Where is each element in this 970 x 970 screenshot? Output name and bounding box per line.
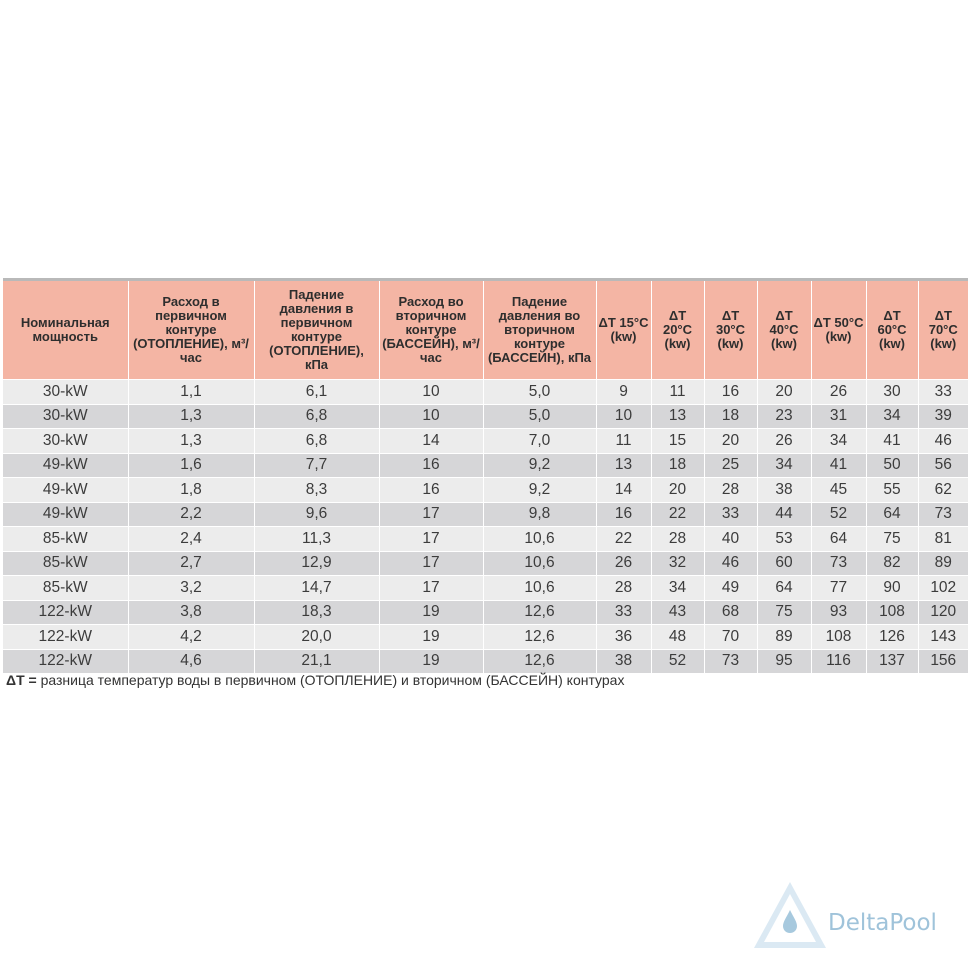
header-secondary-flow: Расход во вторичном контуре (БАССЕЙН), м³/час bbox=[379, 281, 483, 380]
header-dt-40: ΔT 40°C (kw) bbox=[757, 281, 811, 380]
table-cell: 41 bbox=[866, 429, 918, 454]
table-cell: 7,0 bbox=[483, 429, 596, 454]
table-cell: 85-kW bbox=[3, 576, 128, 601]
table-cell: 7,7 bbox=[254, 453, 379, 478]
table-cell: 55 bbox=[866, 478, 918, 503]
table-cell: 9 bbox=[596, 380, 651, 405]
table-cell: 26 bbox=[596, 551, 651, 576]
header-primary-pressure-drop: Падение давления в первичном контуре (ОТОПЛЕНИЕ), кПа bbox=[254, 281, 379, 380]
table-cell: 9,8 bbox=[483, 502, 596, 527]
header-dt-20: ΔT 20°C (kw) bbox=[651, 281, 704, 380]
table-cell: 39 bbox=[918, 404, 968, 429]
table-cell: 81 bbox=[918, 527, 968, 552]
table-cell: 34 bbox=[757, 453, 811, 478]
table-cell: 11 bbox=[596, 429, 651, 454]
table-cell: 9,2 bbox=[483, 478, 596, 503]
table-cell: 16 bbox=[704, 380, 757, 405]
header-dt-50: ΔT 50°C (kw) bbox=[811, 281, 866, 380]
table-cell: 89 bbox=[918, 551, 968, 576]
table-cell: 2,7 bbox=[128, 551, 254, 576]
table-row bbox=[3, 478, 968, 503]
table-cell: 12,9 bbox=[254, 551, 379, 576]
table-cell: 3,2 bbox=[128, 576, 254, 601]
table-cell: 75 bbox=[757, 600, 811, 625]
table-cell: 2,4 bbox=[128, 527, 254, 552]
table-cell: 22 bbox=[596, 527, 651, 552]
table-cell: 10,6 bbox=[483, 527, 596, 552]
table-cell: 108 bbox=[866, 600, 918, 625]
table-cell: 56 bbox=[918, 453, 968, 478]
table-cell: 1,8 bbox=[128, 478, 254, 503]
table-cell: 33 bbox=[704, 502, 757, 527]
table-cell: 9,2 bbox=[483, 453, 596, 478]
spec-table-container bbox=[3, 278, 968, 673]
table-cell: 4,2 bbox=[128, 625, 254, 650]
delta-t-footnote bbox=[6, 672, 624, 688]
table-cell: 17 bbox=[379, 551, 483, 576]
table-cell: 6,8 bbox=[254, 429, 379, 454]
table-cell: 32 bbox=[651, 551, 704, 576]
table-cell: 14 bbox=[379, 429, 483, 454]
table-cell: 15 bbox=[651, 429, 704, 454]
table-cell: 10 bbox=[379, 404, 483, 429]
table-cell: 1,1 bbox=[128, 380, 254, 405]
table-cell: 75 bbox=[866, 527, 918, 552]
footnote-text: разница температур воды в первичном (ОТОПЛЕНИЕ) и вторичном (БАССЕЙН) контурах bbox=[36, 672, 625, 688]
table-cell: 34 bbox=[866, 404, 918, 429]
table-cell: 137 bbox=[866, 649, 918, 673]
table-cell: 6,8 bbox=[254, 404, 379, 429]
table-cell: 73 bbox=[918, 502, 968, 527]
table-cell: 1,3 bbox=[128, 404, 254, 429]
table-cell: 19 bbox=[379, 649, 483, 673]
table-cell: 82 bbox=[866, 551, 918, 576]
table-cell: 70 bbox=[704, 625, 757, 650]
table-row bbox=[3, 527, 968, 552]
table-cell: 1,6 bbox=[128, 453, 254, 478]
table-cell: 28 bbox=[651, 527, 704, 552]
table-cell: 6,1 bbox=[254, 380, 379, 405]
table-cell: 11,3 bbox=[254, 527, 379, 552]
spec-table bbox=[3, 281, 968, 673]
table-cell: 16 bbox=[379, 478, 483, 503]
table-cell: 45 bbox=[811, 478, 866, 503]
table-cell: 19 bbox=[379, 625, 483, 650]
table-cell: 143 bbox=[918, 625, 968, 650]
table-cell: 12,6 bbox=[483, 600, 596, 625]
table-cell: 49-kW bbox=[3, 502, 128, 527]
table-cell: 19 bbox=[379, 600, 483, 625]
table-header-row bbox=[3, 281, 968, 380]
header-dt-30: ΔT 30°C (kw) bbox=[704, 281, 757, 380]
table-cell: 25 bbox=[704, 453, 757, 478]
table-cell: 64 bbox=[757, 576, 811, 601]
table-cell: 16 bbox=[596, 502, 651, 527]
table-cell: 46 bbox=[918, 429, 968, 454]
table-cell: 68 bbox=[704, 600, 757, 625]
table-cell: 31 bbox=[811, 404, 866, 429]
table-cell: 126 bbox=[866, 625, 918, 650]
table-row bbox=[3, 551, 968, 576]
table-cell: 64 bbox=[866, 502, 918, 527]
header-nominal-power: Номинальная мощность bbox=[3, 281, 128, 380]
table-cell: 64 bbox=[811, 527, 866, 552]
table-cell: 17 bbox=[379, 576, 483, 601]
table-cell: 30-kW bbox=[3, 404, 128, 429]
table-cell: 49-kW bbox=[3, 478, 128, 503]
table-cell: 18 bbox=[651, 453, 704, 478]
table-cell: 73 bbox=[704, 649, 757, 673]
table-cell: 52 bbox=[651, 649, 704, 673]
table-cell: 10,6 bbox=[483, 551, 596, 576]
table-cell: 122-kW bbox=[3, 625, 128, 650]
table-cell: 2,2 bbox=[128, 502, 254, 527]
table-cell: 13 bbox=[596, 453, 651, 478]
table-cell: 18,3 bbox=[254, 600, 379, 625]
table-cell: 8,3 bbox=[254, 478, 379, 503]
header-secondary-pressure-drop: Падение давления во вторичном контуре (БАССЕЙН), кПа bbox=[483, 281, 596, 380]
table-cell: 14 bbox=[596, 478, 651, 503]
table-cell: 12,6 bbox=[483, 649, 596, 673]
table-row bbox=[3, 404, 968, 429]
table-cell: 16 bbox=[379, 453, 483, 478]
table-cell: 30-kW bbox=[3, 429, 128, 454]
table-cell: 49-kW bbox=[3, 453, 128, 478]
table-cell: 28 bbox=[704, 478, 757, 503]
table-cell: 26 bbox=[757, 429, 811, 454]
table-cell: 116 bbox=[811, 649, 866, 673]
header-primary-flow: Расход в первичном контуре (ОТОПЛЕНИЕ), м³/час bbox=[128, 281, 254, 380]
table-cell: 22 bbox=[651, 502, 704, 527]
table-cell: 1,3 bbox=[128, 429, 254, 454]
table-cell: 50 bbox=[866, 453, 918, 478]
table-cell: 17 bbox=[379, 527, 483, 552]
table-row bbox=[3, 625, 968, 650]
table-cell: 20 bbox=[704, 429, 757, 454]
table-cell: 102 bbox=[918, 576, 968, 601]
table-cell: 34 bbox=[811, 429, 866, 454]
table-cell: 53 bbox=[757, 527, 811, 552]
table-cell: 36 bbox=[596, 625, 651, 650]
table-row bbox=[3, 600, 968, 625]
table-cell: 48 bbox=[651, 625, 704, 650]
table-cell: 20,0 bbox=[254, 625, 379, 650]
table-row bbox=[3, 453, 968, 478]
table-cell: 5,0 bbox=[483, 380, 596, 405]
table-cell: 40 bbox=[704, 527, 757, 552]
table-cell: 122-kW bbox=[3, 600, 128, 625]
table-cell: 85-kW bbox=[3, 551, 128, 576]
table-cell: 108 bbox=[811, 625, 866, 650]
table-cell: 120 bbox=[918, 600, 968, 625]
table-cell: 95 bbox=[757, 649, 811, 673]
table-cell: 38 bbox=[596, 649, 651, 673]
table-cell: 20 bbox=[651, 478, 704, 503]
table-cell: 12,6 bbox=[483, 625, 596, 650]
table-cell: 23 bbox=[757, 404, 811, 429]
table-cell: 17 bbox=[379, 502, 483, 527]
table-cell: 90 bbox=[866, 576, 918, 601]
table-cell: 30-kW bbox=[3, 380, 128, 405]
table-row bbox=[3, 502, 968, 527]
table-cell: 28 bbox=[596, 576, 651, 601]
table-cell: 41 bbox=[811, 453, 866, 478]
table-cell: 156 bbox=[918, 649, 968, 673]
table-cell: 93 bbox=[811, 600, 866, 625]
table-cell: 33 bbox=[918, 380, 968, 405]
table-cell: 4,6 bbox=[128, 649, 254, 673]
logo-text: DeltaPool bbox=[828, 910, 937, 936]
table-cell: 10 bbox=[379, 380, 483, 405]
table-cell: 26 bbox=[811, 380, 866, 405]
table-cell: 46 bbox=[704, 551, 757, 576]
table-row bbox=[3, 380, 968, 405]
table-cell: 5,0 bbox=[483, 404, 596, 429]
table-cell: 60 bbox=[757, 551, 811, 576]
table-cell: 44 bbox=[757, 502, 811, 527]
table-cell: 49 bbox=[704, 576, 757, 601]
footnote-label: ΔT = bbox=[6, 672, 37, 688]
table-cell: 85-kW bbox=[3, 527, 128, 552]
table-cell: 21,1 bbox=[254, 649, 379, 673]
header-dt-70: ΔT 70°C (kw) bbox=[918, 281, 968, 380]
deltapool-logo bbox=[750, 880, 950, 950]
table-cell: 89 bbox=[757, 625, 811, 650]
header-dt-60: ΔT 60°C (kw) bbox=[866, 281, 918, 380]
table-row bbox=[3, 429, 968, 454]
table-cell: 3,8 bbox=[128, 600, 254, 625]
delta-triangle-icon bbox=[750, 880, 830, 950]
table-cell: 10 bbox=[596, 404, 651, 429]
table-cell: 38 bbox=[757, 478, 811, 503]
table-cell: 33 bbox=[596, 600, 651, 625]
header-dt-15: ΔT 15°C (kw) bbox=[596, 281, 651, 380]
table-row bbox=[3, 649, 968, 673]
table-cell: 13 bbox=[651, 404, 704, 429]
table-cell: 14,7 bbox=[254, 576, 379, 601]
table-body bbox=[3, 380, 968, 674]
table-cell: 122-kW bbox=[3, 649, 128, 673]
table-cell: 18 bbox=[704, 404, 757, 429]
table-cell: 30 bbox=[866, 380, 918, 405]
table-cell: 43 bbox=[651, 600, 704, 625]
table-cell: 34 bbox=[651, 576, 704, 601]
table-cell: 11 bbox=[651, 380, 704, 405]
table-cell: 9,6 bbox=[254, 502, 379, 527]
table-row bbox=[3, 576, 968, 601]
table-cell: 62 bbox=[918, 478, 968, 503]
table-cell: 20 bbox=[757, 380, 811, 405]
table-cell: 52 bbox=[811, 502, 866, 527]
table-cell: 77 bbox=[811, 576, 866, 601]
table-cell: 10,6 bbox=[483, 576, 596, 601]
table-cell: 73 bbox=[811, 551, 866, 576]
